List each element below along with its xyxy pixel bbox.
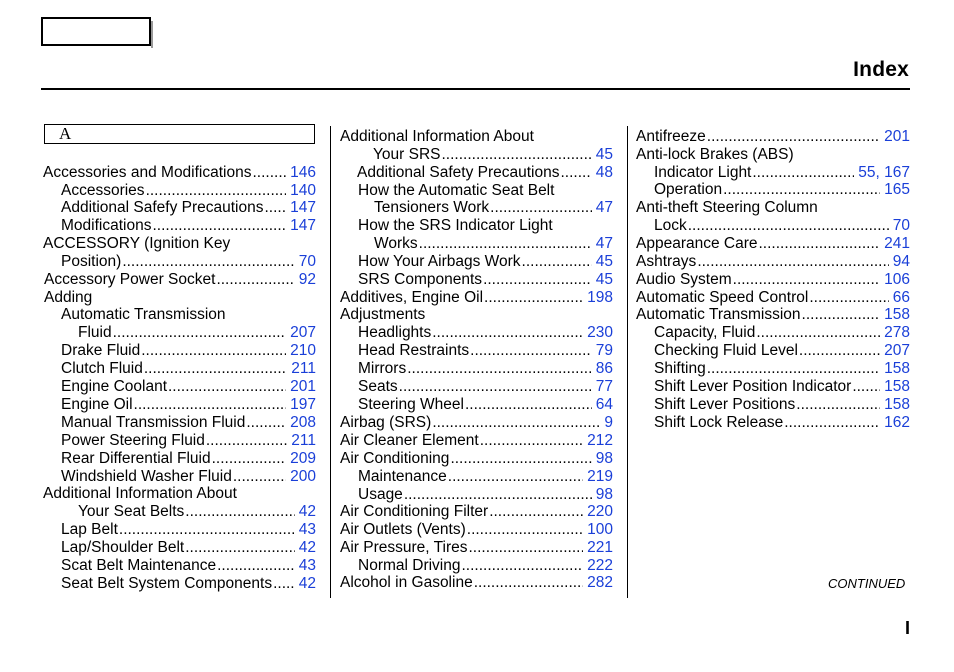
page-link[interactable]: 47 bbox=[595, 199, 613, 216]
index-entry bbox=[61, 342, 316, 360]
entry-text: Position) bbox=[61, 253, 122, 270]
page-link[interactable]: 146 bbox=[290, 164, 316, 181]
page-link[interactable]: 64 bbox=[595, 396, 613, 413]
index-heading: Automatic Transmission bbox=[61, 306, 226, 323]
column-divider-2 bbox=[627, 126, 628, 598]
entry-text: Shifting bbox=[654, 360, 706, 377]
page-link[interactable]: 210 bbox=[290, 342, 316, 359]
page-link[interactable]: 42 bbox=[298, 539, 316, 556]
entry-text: Automatic Speed Control bbox=[636, 289, 809, 306]
index-heading: ACCESSORY (Ignition Key bbox=[43, 235, 231, 252]
page-link[interactable]: 94 bbox=[892, 253, 910, 270]
index-entry bbox=[374, 199, 613, 217]
entry-text: Engine Coolant bbox=[61, 378, 167, 395]
page-link[interactable]: 200 bbox=[290, 468, 316, 485]
index-entry bbox=[61, 468, 316, 486]
entry-text: Accessory Power Socket bbox=[44, 271, 216, 288]
dot-leader bbox=[442, 146, 592, 164]
entry-text: SRS Components bbox=[358, 271, 483, 288]
entry-text: Modifications bbox=[61, 217, 152, 234]
dot-leader bbox=[467, 521, 583, 539]
dot-leader bbox=[468, 539, 583, 557]
page-link[interactable]: 45 bbox=[595, 253, 613, 270]
dot-leader bbox=[707, 128, 880, 146]
dot-leader bbox=[489, 503, 583, 521]
index-entry bbox=[358, 557, 613, 575]
index-entry bbox=[654, 360, 910, 378]
dot-leader bbox=[432, 324, 583, 342]
page-number: I bbox=[905, 618, 911, 638]
entry-text: Steering Wheel bbox=[358, 396, 464, 413]
entry-text: Alcohol in Gasoline bbox=[340, 574, 473, 591]
entry-text: Lock bbox=[654, 217, 687, 234]
page-link[interactable]: 220 bbox=[587, 503, 613, 520]
page-link[interactable]: 100 bbox=[587, 521, 613, 538]
entry-text: Air Outlets (Vents) bbox=[340, 521, 466, 538]
page-link[interactable]: 197 bbox=[290, 396, 316, 413]
dot-leader bbox=[212, 450, 287, 468]
dot-leader bbox=[448, 468, 583, 486]
page-title: Index bbox=[853, 58, 909, 81]
entry-text: Scat Belt Maintenance bbox=[61, 557, 217, 574]
dot-leader bbox=[756, 324, 880, 342]
page-link[interactable]: 198 bbox=[587, 289, 613, 306]
entry-text: Seat Belt System Components bbox=[61, 575, 273, 592]
entry-text: Additional Safety Precautions bbox=[357, 164, 560, 181]
dot-leader bbox=[152, 217, 286, 235]
page-link[interactable]: 241 bbox=[884, 235, 910, 252]
dot-leader bbox=[799, 342, 880, 360]
entry-text: Shift Lever Positions bbox=[654, 396, 796, 413]
entry-text: Manual Transmission Fluid bbox=[61, 414, 246, 431]
index-entry bbox=[636, 128, 910, 146]
entry-text: Head Restraints bbox=[358, 342, 470, 359]
index-entry bbox=[61, 521, 316, 539]
index-heading: Anti-lock Brakes (ABS) bbox=[636, 146, 794, 163]
entry-text: Operation bbox=[654, 181, 723, 198]
dot-leader bbox=[450, 450, 591, 468]
dot-leader bbox=[273, 575, 295, 593]
index-entry bbox=[78, 503, 316, 521]
dot-leader bbox=[465, 396, 592, 414]
page-link[interactable]: 147 bbox=[290, 217, 316, 234]
dot-leader bbox=[432, 414, 600, 432]
index-entry bbox=[61, 450, 316, 468]
index-entry bbox=[340, 432, 613, 450]
index-entry bbox=[340, 503, 613, 521]
entry-text: Shift Lock Release bbox=[654, 414, 784, 431]
index-entry bbox=[358, 396, 613, 414]
entry-text: Air Conditioning bbox=[340, 450, 450, 467]
index-entry bbox=[374, 235, 613, 253]
index-entry bbox=[61, 378, 316, 396]
index-entry bbox=[358, 271, 613, 289]
entry-text: Additional Safefy Precautions bbox=[61, 199, 264, 216]
dot-leader bbox=[168, 378, 286, 396]
dot-leader bbox=[733, 271, 880, 289]
dot-leader bbox=[264, 199, 286, 217]
entry-text: Air Conditioning Filter bbox=[340, 503, 489, 520]
dot-leader bbox=[407, 360, 592, 378]
entry-text: Indicator Light bbox=[654, 164, 752, 181]
entry-text: How Your Airbags Work bbox=[358, 253, 521, 270]
entry-text: Accessories and Modifications bbox=[43, 164, 252, 181]
dot-leader bbox=[480, 432, 583, 450]
entry-text: Airbag (SRS) bbox=[340, 414, 432, 431]
index-entry bbox=[61, 396, 316, 414]
index-heading: How the Automatic Seat Belt bbox=[358, 182, 555, 199]
dot-leader bbox=[802, 306, 881, 324]
index-entry bbox=[358, 342, 613, 360]
entry-text: Power Steering Fluid bbox=[61, 432, 205, 449]
dot-leader bbox=[723, 181, 880, 199]
index-entry bbox=[654, 396, 910, 414]
page-link[interactable]: 70 bbox=[298, 253, 316, 270]
index-entry bbox=[358, 378, 613, 396]
page-link[interactable]: 140 bbox=[290, 182, 316, 199]
continued-label: CONTINUED bbox=[828, 576, 906, 591]
page-link[interactable]: 219 bbox=[587, 468, 613, 485]
entry-text: Usage bbox=[358, 486, 403, 503]
page-link[interactable]: 158 bbox=[884, 306, 910, 323]
page-link[interactable]: 45 bbox=[595, 271, 613, 288]
index-heading: Adjustments bbox=[340, 306, 426, 323]
index-entry bbox=[340, 450, 613, 468]
index-entry bbox=[61, 432, 316, 450]
index-entry bbox=[654, 217, 910, 235]
page-link[interactable]: 207 bbox=[884, 342, 910, 359]
page-link[interactable]: 92 bbox=[298, 271, 316, 288]
index-entry bbox=[61, 557, 316, 575]
dot-leader bbox=[759, 235, 881, 253]
index-entry bbox=[61, 217, 316, 235]
entry-text: Additives, Engine Oil bbox=[340, 289, 484, 306]
page-link[interactable]: 209 bbox=[290, 450, 316, 467]
dot-leader bbox=[462, 557, 584, 575]
index-entry bbox=[654, 342, 910, 360]
index-entry bbox=[43, 164, 316, 182]
dot-leader bbox=[474, 574, 583, 592]
entry-text: Rear Differential Fluid bbox=[61, 450, 211, 467]
page-link[interactable]: 86 bbox=[595, 360, 613, 377]
dot-leader bbox=[119, 521, 295, 539]
dot-leader bbox=[253, 164, 287, 182]
index-entry bbox=[340, 539, 613, 557]
page-link[interactable]: 211 bbox=[291, 432, 316, 449]
index-entry bbox=[654, 164, 910, 182]
index-entry bbox=[358, 324, 613, 342]
index-heading: How the SRS Indicator Light bbox=[358, 217, 553, 234]
header-rule bbox=[41, 88, 910, 90]
dot-leader bbox=[483, 271, 592, 289]
dot-leader bbox=[217, 557, 295, 575]
page-link[interactable]: 212 bbox=[587, 432, 613, 449]
page-link[interactable]: 48 bbox=[595, 164, 613, 181]
index-entry bbox=[636, 235, 910, 253]
header-tab-box bbox=[41, 17, 151, 46]
entry-text: Shift Lever Position Indicator bbox=[654, 378, 852, 395]
index-entry bbox=[340, 521, 613, 539]
dot-leader bbox=[419, 235, 592, 253]
dot-leader bbox=[146, 182, 287, 200]
page-link[interactable]: 79 bbox=[595, 342, 613, 359]
index-entry bbox=[61, 199, 316, 217]
page-link[interactable]: 230 bbox=[587, 324, 613, 341]
page-link[interactable]: 162 bbox=[884, 414, 910, 431]
entry-text: Tensioners Work bbox=[374, 199, 490, 216]
index-entry bbox=[636, 253, 910, 271]
page-link[interactable]: 98 bbox=[595, 486, 613, 503]
dot-leader bbox=[216, 271, 294, 289]
column-divider-1 bbox=[330, 126, 331, 598]
page-link[interactable]: 222 bbox=[587, 557, 613, 574]
dot-leader bbox=[404, 486, 592, 504]
entry-text: Lap/Shoulder Belt bbox=[61, 539, 185, 556]
index-heading: Adding bbox=[44, 289, 93, 306]
entry-text: Your Seat Belts bbox=[78, 503, 185, 520]
page-link[interactable]: 43 bbox=[298, 521, 316, 538]
entry-text: Appearance Care bbox=[636, 235, 758, 252]
page-link[interactable]: 165 bbox=[884, 181, 910, 198]
dot-leader bbox=[707, 360, 880, 378]
section-letter: A bbox=[59, 124, 72, 143]
entry-text: Ashtrays bbox=[636, 253, 697, 270]
page-link[interactable]: 211 bbox=[291, 360, 316, 377]
dot-leader bbox=[246, 414, 286, 432]
entry-text: Headlights bbox=[358, 324, 432, 341]
page-link[interactable]: 106 bbox=[884, 271, 910, 288]
entry-text: Engine Oil bbox=[61, 396, 133, 413]
index-entry bbox=[340, 414, 613, 432]
index-entry bbox=[61, 414, 316, 432]
index-entry bbox=[358, 253, 613, 271]
index-entry bbox=[636, 306, 910, 324]
entry-text: Normal Driving bbox=[358, 557, 461, 574]
dot-leader bbox=[399, 378, 592, 396]
entry-text: Antifreeze bbox=[636, 128, 706, 145]
page-link[interactable]: 70 bbox=[892, 217, 910, 234]
dot-leader bbox=[470, 342, 592, 360]
dot-leader bbox=[688, 217, 889, 235]
entry-text: Capacity, Fluid bbox=[654, 324, 756, 341]
page-link[interactable]: 45 bbox=[595, 146, 613, 163]
page-link[interactable]: 47 bbox=[595, 235, 613, 252]
dot-leader bbox=[144, 360, 287, 378]
entry-text: Air Pressure, Tires bbox=[340, 539, 468, 556]
index-heading: Anti-theft Steering Column bbox=[636, 199, 818, 216]
page-link[interactable]: 207 bbox=[290, 324, 316, 341]
page-link[interactable]: 42 bbox=[298, 503, 316, 520]
dot-leader bbox=[560, 164, 591, 182]
dot-leader bbox=[784, 414, 880, 432]
page-link[interactable]: 221 bbox=[587, 539, 613, 556]
index-entry bbox=[61, 575, 316, 593]
page-link[interactable]: 158 bbox=[884, 378, 910, 395]
index-entry bbox=[61, 539, 316, 557]
entry-text: Mirrors bbox=[358, 360, 407, 377]
index-entry bbox=[373, 146, 613, 164]
dot-leader bbox=[233, 468, 286, 486]
page-link[interactable]: 282 bbox=[587, 574, 613, 591]
entry-text: Windshield Washer Fluid bbox=[61, 468, 232, 485]
dot-leader bbox=[185, 539, 295, 557]
entry-text: Checking Fluid Level bbox=[654, 342, 798, 359]
page-link[interactable]: 208 bbox=[290, 414, 316, 431]
dot-leader bbox=[122, 253, 294, 271]
entry-text: Maintenance bbox=[358, 468, 447, 485]
entry-text: Lap Belt bbox=[61, 521, 118, 538]
entry-text: Drake Fluid bbox=[61, 342, 141, 359]
dot-leader bbox=[809, 289, 888, 307]
dot-leader bbox=[852, 378, 880, 396]
entry-text: Works bbox=[374, 235, 418, 252]
dot-leader bbox=[697, 253, 888, 271]
index-entry bbox=[358, 360, 613, 378]
section-letter-box bbox=[44, 124, 315, 144]
index-entry bbox=[654, 181, 910, 199]
index-entry bbox=[44, 271, 316, 289]
dot-leader bbox=[796, 396, 880, 414]
index-entry bbox=[61, 182, 316, 200]
page-link[interactable]: 201 bbox=[884, 128, 910, 145]
page-link[interactable]: 9 bbox=[604, 414, 613, 431]
dot-leader bbox=[134, 396, 287, 414]
index-entry bbox=[358, 468, 613, 486]
page-link[interactable]: 201 bbox=[290, 378, 316, 395]
page-link[interactable]: 42 bbox=[298, 575, 316, 592]
index-entry bbox=[340, 574, 613, 592]
entry-text: Audio System bbox=[636, 271, 732, 288]
index-entry bbox=[654, 324, 910, 342]
index-entry bbox=[61, 360, 316, 378]
index-heading: Additional Information About bbox=[340, 128, 534, 145]
page-link[interactable]: 158 bbox=[884, 396, 910, 413]
index-entry bbox=[78, 324, 316, 342]
index-entry bbox=[340, 289, 613, 307]
dot-leader bbox=[490, 199, 592, 217]
page-link[interactable]: 98 bbox=[595, 450, 613, 467]
dot-leader bbox=[185, 503, 294, 521]
index-entry bbox=[358, 486, 613, 504]
page-link[interactable]: 43 bbox=[298, 557, 316, 574]
page-link[interactable]: 77 bbox=[595, 378, 613, 395]
entry-text: Clutch Fluid bbox=[61, 360, 143, 377]
page-link[interactable]: 278 bbox=[884, 324, 910, 341]
index-entry bbox=[636, 271, 910, 289]
dot-leader bbox=[206, 432, 287, 450]
dot-leader bbox=[141, 342, 286, 360]
entry-text: Fluid bbox=[78, 324, 112, 341]
index-entry bbox=[636, 289, 910, 307]
index-entry bbox=[61, 253, 316, 271]
entry-text: Your SRS bbox=[373, 146, 441, 163]
index-heading: Additional Information About bbox=[43, 485, 237, 502]
index-entry bbox=[654, 414, 910, 432]
dot-leader bbox=[484, 289, 583, 307]
page-link[interactable]: 66 bbox=[892, 289, 910, 306]
dot-leader bbox=[752, 164, 854, 182]
entry-text: Air Cleaner Element bbox=[340, 432, 479, 449]
dot-leader bbox=[522, 253, 592, 271]
entry-text: Accessories bbox=[61, 182, 145, 199]
dot-leader bbox=[113, 324, 287, 342]
index-entry bbox=[654, 378, 910, 396]
index-entry bbox=[357, 164, 613, 182]
page-link[interactable]: 147 bbox=[290, 199, 316, 216]
page-link[interactable]: 55, 167 bbox=[858, 164, 910, 181]
page-link[interactable]: 158 bbox=[884, 360, 910, 377]
entry-text: Automatic Transmission bbox=[636, 306, 801, 323]
entry-text: Seats bbox=[358, 378, 398, 395]
